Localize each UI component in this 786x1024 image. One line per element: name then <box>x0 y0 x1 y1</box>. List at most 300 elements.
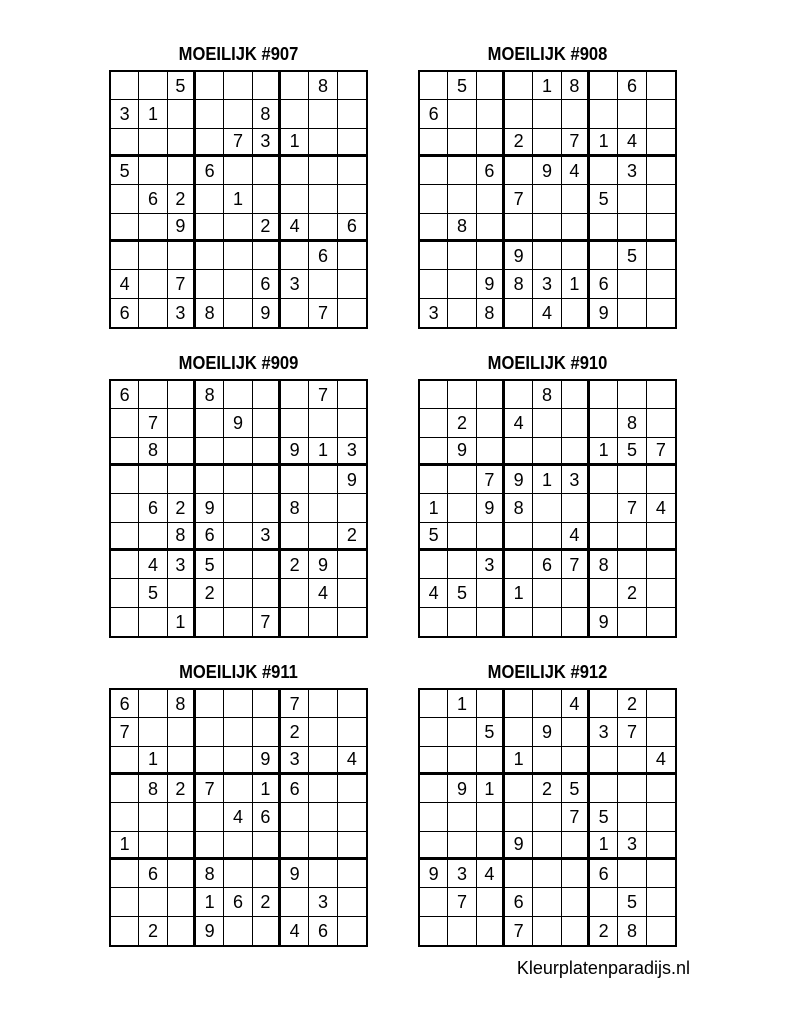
sudoku-cell <box>533 888 561 916</box>
sudoku-cell <box>562 917 590 945</box>
sudoku-cell <box>168 242 196 270</box>
sudoku-cell: 3 <box>168 299 196 327</box>
sudoku-cell <box>338 299 366 327</box>
sudoku-cell <box>647 72 675 100</box>
sudoku-cell <box>505 551 533 579</box>
sudoku-cell <box>111 608 139 636</box>
sudoku-cell: 2 <box>590 917 618 945</box>
sudoku-cell: 8 <box>505 270 533 298</box>
sudoku-cell <box>309 803 337 831</box>
sudoku-cell <box>139 803 167 831</box>
sudoku-cell <box>338 381 366 409</box>
sudoku-cell <box>253 157 281 185</box>
sudoku-cell: 2 <box>168 494 196 522</box>
sudoku-cell: 7 <box>224 129 252 157</box>
sudoku-cell <box>196 72 224 100</box>
sudoku-cell <box>505 860 533 888</box>
sudoku-cell <box>168 803 196 831</box>
sudoku-cell <box>420 917 448 945</box>
sudoku-cell: 8 <box>590 551 618 579</box>
sudoku-cell <box>533 100 561 128</box>
sudoku-cell: 2 <box>139 917 167 945</box>
sudoku-cell: 3 <box>111 100 139 128</box>
puzzle-title: MOEILIJK #908 <box>487 44 608 64</box>
sudoku-cell <box>647 888 675 916</box>
sudoku-cell <box>338 129 366 157</box>
sudoku-cell <box>253 917 281 945</box>
sudoku-cell <box>533 860 561 888</box>
sudoku-cell <box>196 466 224 494</box>
sudoku-cell <box>590 579 618 607</box>
sudoku-cell <box>111 438 139 466</box>
sudoku-cell <box>618 551 646 579</box>
sudoku-cell: 2 <box>338 523 366 551</box>
sudoku-cell <box>309 860 337 888</box>
sudoku-cell: 6 <box>618 72 646 100</box>
sudoku-cell <box>224 270 252 298</box>
sudoku-cell <box>618 299 646 327</box>
site-credit: Kleurplatenparadijs.nl <box>516 958 690 978</box>
sudoku-cell <box>309 129 337 157</box>
sudoku-cell <box>338 803 366 831</box>
sudoku-cell: 2 <box>281 718 309 746</box>
sudoku-cell <box>338 157 366 185</box>
sudoku-cell <box>224 608 252 636</box>
sudoku-cell <box>420 242 448 270</box>
sudoku-cell <box>477 579 505 607</box>
sudoku-cell: 8 <box>281 494 309 522</box>
sudoku-cell <box>647 214 675 242</box>
puzzle-title: MOEILIJK #909 <box>178 353 299 373</box>
sudoku-cell: 6 <box>139 185 167 213</box>
sudoku-cell <box>111 888 139 916</box>
sudoku-cell: 5 <box>448 579 476 607</box>
sudoku-cell <box>618 747 646 775</box>
sudoku-cell <box>590 690 618 718</box>
sudoku-cell <box>139 690 167 718</box>
sudoku-cell: 4 <box>562 690 590 718</box>
sudoku-cell <box>477 917 505 945</box>
sudoku-cell <box>420 888 448 916</box>
sudoku-cell: 7 <box>618 494 646 522</box>
sudoku-cell <box>477 214 505 242</box>
sudoku-cell: 1 <box>309 438 337 466</box>
sudoku-cell <box>253 242 281 270</box>
sudoku-cell: 8 <box>139 775 167 803</box>
sudoku-cell <box>338 917 366 945</box>
sudoku-cell <box>309 466 337 494</box>
sudoku-cell: 8 <box>196 381 224 409</box>
sudoku-cell <box>224 466 252 494</box>
sudoku-cell <box>309 747 337 775</box>
sudoku-cell <box>505 100 533 128</box>
sudoku-cell <box>533 608 561 636</box>
sudoku-cell <box>420 270 448 298</box>
sudoku-cell: 5 <box>420 523 448 551</box>
sudoku-cell <box>224 775 252 803</box>
sudoku-cell <box>618 100 646 128</box>
sudoku-cell <box>196 185 224 213</box>
sudoku-cell <box>224 579 252 607</box>
sudoku-cell: 7 <box>196 775 224 803</box>
sudoku-cell: 6 <box>224 888 252 916</box>
sudoku-cell: 9 <box>253 747 281 775</box>
sudoku-cell: 4 <box>647 494 675 522</box>
sudoku-cell: 5 <box>590 185 618 213</box>
sudoku-cell: 1 <box>139 747 167 775</box>
sudoku-cell: 7 <box>448 888 476 916</box>
sudoku-cell <box>562 579 590 607</box>
sudoku-cell <box>338 270 366 298</box>
sudoku-cell <box>647 551 675 579</box>
sudoku-cell: 5 <box>562 775 590 803</box>
sudoku-cell <box>253 185 281 213</box>
sudoku-cell: 6 <box>477 157 505 185</box>
sudoku-cell: 4 <box>420 579 448 607</box>
sudoku-cell: 6 <box>590 270 618 298</box>
sudoku-cell <box>448 718 476 746</box>
sudoku-cell <box>281 608 309 636</box>
sudoku-cell <box>618 608 646 636</box>
sudoku-cell <box>477 242 505 270</box>
sudoku-cell <box>533 409 561 437</box>
sudoku-cell <box>533 242 561 270</box>
sudoku-cell <box>562 438 590 466</box>
sudoku-grid <box>418 70 677 329</box>
sudoku-cell: 6 <box>196 523 224 551</box>
sudoku-cell <box>647 832 675 860</box>
sudoku-cell <box>420 214 448 242</box>
sudoku-cell <box>338 775 366 803</box>
sudoku-cell <box>533 690 561 718</box>
sudoku-cell: 4 <box>281 214 309 242</box>
sudoku-cell <box>338 579 366 607</box>
sudoku-cell <box>168 157 196 185</box>
sudoku-cell <box>647 775 675 803</box>
sudoku-cell <box>590 214 618 242</box>
sudoku-cell: 9 <box>281 438 309 466</box>
sudoku-cell: 4 <box>505 409 533 437</box>
sudoku-cell <box>448 832 476 860</box>
sudoku-cell: 3 <box>590 718 618 746</box>
sudoku-cell <box>533 747 561 775</box>
sudoku-cell: 3 <box>618 832 646 860</box>
sudoku-cell <box>281 523 309 551</box>
sudoku-cell <box>309 775 337 803</box>
sudoku-grid <box>109 379 368 638</box>
sudoku-cell <box>224 157 252 185</box>
sudoku-cell <box>420 690 448 718</box>
sudoku-cell <box>281 72 309 100</box>
sudoku-cell <box>224 72 252 100</box>
sudoku-cell <box>196 270 224 298</box>
sudoku-cell: 9 <box>196 494 224 522</box>
sudoku-cell <box>224 551 252 579</box>
sudoku-cell <box>338 409 366 437</box>
sudoku-cell: 3 <box>338 438 366 466</box>
sudoku-cell <box>338 494 366 522</box>
sudoku-grid <box>109 688 368 947</box>
sudoku-cell <box>647 185 675 213</box>
sudoku-cell: 1 <box>224 185 252 213</box>
sudoku-grid <box>109 70 368 329</box>
sudoku-cell: 4 <box>224 803 252 831</box>
sudoku-cell <box>253 579 281 607</box>
sudoku-cell: 7 <box>168 270 196 298</box>
sudoku-cell <box>420 608 448 636</box>
sudoku-cell: 5 <box>618 888 646 916</box>
sudoku-cell <box>590 242 618 270</box>
sudoku-cell: 9 <box>309 551 337 579</box>
sudoku-cell <box>224 917 252 945</box>
sudoku-cell <box>505 690 533 718</box>
sudoku-cell <box>224 523 252 551</box>
sudoku-cell <box>281 242 309 270</box>
sudoku-cell: 4 <box>111 270 139 298</box>
sudoku-cell: 1 <box>505 747 533 775</box>
sudoku-cell: 1 <box>139 100 167 128</box>
sudoku-cell: 7 <box>647 438 675 466</box>
sudoku-cell <box>168 100 196 128</box>
sudoku-cell <box>224 299 252 327</box>
sudoku-cell <box>647 579 675 607</box>
sudoku-cell <box>448 523 476 551</box>
sudoku-cell <box>196 438 224 466</box>
sudoku-cell <box>618 270 646 298</box>
sudoku-cell <box>338 832 366 860</box>
sudoku-cell <box>309 270 337 298</box>
sudoku-cell <box>253 551 281 579</box>
sudoku-cell: 2 <box>253 214 281 242</box>
sudoku-cell <box>111 409 139 437</box>
sudoku-cell: 1 <box>281 129 309 157</box>
sudoku-cell <box>590 888 618 916</box>
sudoku-cell <box>533 832 561 860</box>
sudoku-cell <box>448 803 476 831</box>
sudoku-cell: 6 <box>253 803 281 831</box>
sudoku-grid <box>418 688 677 947</box>
sudoku-cell <box>168 381 196 409</box>
sudoku-cell <box>139 242 167 270</box>
sudoku-cell <box>420 803 448 831</box>
sudoku-cell: 2 <box>533 775 561 803</box>
sudoku-cell <box>562 718 590 746</box>
sudoku-cell: 6 <box>590 860 618 888</box>
sudoku-cell <box>111 551 139 579</box>
sudoku-cell: 6 <box>139 860 167 888</box>
sudoku-cell: 9 <box>477 494 505 522</box>
sudoku-cell <box>224 747 252 775</box>
sudoku-cell: 5 <box>448 72 476 100</box>
sudoku-cell <box>168 129 196 157</box>
sudoku-cell <box>338 860 366 888</box>
sudoku-cell <box>477 690 505 718</box>
sudoku-cell: 7 <box>281 690 309 718</box>
sudoku-cell <box>618 775 646 803</box>
sudoku-cell: 6 <box>281 775 309 803</box>
sudoku-cell <box>253 718 281 746</box>
sudoku-cell <box>448 129 476 157</box>
sudoku-cell: 6 <box>111 299 139 327</box>
sudoku-cell <box>562 299 590 327</box>
sudoku-cell <box>338 718 366 746</box>
sudoku-cell <box>477 381 505 409</box>
sudoku-cell <box>196 214 224 242</box>
sudoku-cell <box>647 718 675 746</box>
sudoku-cell <box>448 270 476 298</box>
sudoku-cell <box>590 381 618 409</box>
sudoku-cell: 5 <box>590 803 618 831</box>
sudoku-cell: 9 <box>448 438 476 466</box>
sudoku-cell <box>139 888 167 916</box>
sudoku-cell: 8 <box>448 214 476 242</box>
sudoku-cell <box>618 214 646 242</box>
sudoku-cell <box>477 523 505 551</box>
sudoku-cell <box>448 185 476 213</box>
sudoku-cell <box>533 917 561 945</box>
sudoku-cell: 5 <box>168 72 196 100</box>
sudoku-cell: 4 <box>618 129 646 157</box>
sudoku-cell: 6 <box>420 100 448 128</box>
sudoku-cell <box>618 466 646 494</box>
sudoku-cell <box>420 718 448 746</box>
sudoku-cell: 1 <box>533 466 561 494</box>
sudoku-cell <box>111 523 139 551</box>
puzzle-title: MOEILIJK #910 <box>487 353 608 373</box>
sudoku-cell: 3 <box>533 270 561 298</box>
sudoku-cell <box>281 832 309 860</box>
sudoku-cell <box>139 381 167 409</box>
sudoku-cell <box>139 270 167 298</box>
sudoku-cell <box>505 214 533 242</box>
puzzle-title: MOEILIJK #911 <box>179 662 298 682</box>
sudoku-cell <box>448 551 476 579</box>
sudoku-cell <box>139 299 167 327</box>
sudoku-cell <box>448 608 476 636</box>
sudoku-cell <box>196 100 224 128</box>
sudoku-cell <box>139 718 167 746</box>
sudoku-cell <box>338 608 366 636</box>
sudoku-cell <box>505 803 533 831</box>
sudoku-cell <box>253 690 281 718</box>
sudoku-cell <box>253 438 281 466</box>
sudoku-cell <box>647 270 675 298</box>
sudoku-cell <box>111 214 139 242</box>
sudoku-cell <box>168 466 196 494</box>
sudoku-cell: 6 <box>196 157 224 185</box>
sudoku-cell <box>309 185 337 213</box>
sudoku-cell <box>533 523 561 551</box>
sudoku-cell <box>477 888 505 916</box>
sudoku-cell: 7 <box>505 185 533 213</box>
sudoku-cell: 7 <box>618 718 646 746</box>
sudoku-cell: 9 <box>420 860 448 888</box>
sudoku-cell <box>309 100 337 128</box>
sudoku-cell: 9 <box>196 917 224 945</box>
sudoku-cell <box>477 409 505 437</box>
sudoku-cell: 3 <box>420 299 448 327</box>
sudoku-cell: 3 <box>309 888 337 916</box>
sudoku-cell <box>309 157 337 185</box>
sudoku-cell: 9 <box>281 860 309 888</box>
sudoku-cell <box>281 803 309 831</box>
sudoku-cell <box>281 299 309 327</box>
sudoku-cell: 3 <box>253 129 281 157</box>
sudoku-cell <box>477 438 505 466</box>
sudoku-cell <box>618 803 646 831</box>
sudoku-cell <box>448 494 476 522</box>
sudoku-cell <box>253 72 281 100</box>
sudoku-cell <box>647 803 675 831</box>
sudoku-cell: 1 <box>253 775 281 803</box>
sudoku-cell: 8 <box>533 381 561 409</box>
sudoku-cell <box>420 551 448 579</box>
sudoku-cell: 2 <box>168 775 196 803</box>
sudoku-cell <box>477 832 505 860</box>
sudoku-cell <box>562 888 590 916</box>
sudoku-cell <box>448 917 476 945</box>
sudoku-cell: 5 <box>477 718 505 746</box>
sudoku-cell <box>448 157 476 185</box>
sudoku-cell: 4 <box>309 579 337 607</box>
sudoku-cell <box>618 185 646 213</box>
sudoku-cell <box>533 803 561 831</box>
puzzle-title: MOEILIJK #912 <box>487 662 608 682</box>
sudoku-cell <box>562 185 590 213</box>
sudoku-cell <box>224 214 252 242</box>
sudoku-cell: 9 <box>224 409 252 437</box>
sudoku-cell <box>505 157 533 185</box>
sudoku-cell <box>338 690 366 718</box>
sudoku-cell: 8 <box>618 409 646 437</box>
sudoku-cell <box>647 466 675 494</box>
sudoku-cell <box>111 775 139 803</box>
sudoku-cell: 1 <box>562 270 590 298</box>
sudoku-cell <box>168 888 196 916</box>
sudoku-cell <box>647 242 675 270</box>
sudoku-cell: 4 <box>533 299 561 327</box>
sudoku-cell: 2 <box>168 185 196 213</box>
sudoku-cell <box>477 129 505 157</box>
sudoku-cell: 6 <box>253 270 281 298</box>
sudoku-cell <box>505 299 533 327</box>
sudoku-cell <box>196 832 224 860</box>
sudoku-cell: 6 <box>309 917 337 945</box>
sudoku-cell: 9 <box>253 299 281 327</box>
sudoku-cell: 5 <box>196 551 224 579</box>
sudoku-cell <box>533 185 561 213</box>
sudoku-cell: 3 <box>618 157 646 185</box>
sudoku-cell <box>420 438 448 466</box>
sudoku-cell <box>224 438 252 466</box>
sudoku-cell <box>196 718 224 746</box>
sudoku-cell: 3 <box>562 466 590 494</box>
sudoku-cell: 8 <box>477 299 505 327</box>
sudoku-cell <box>224 860 252 888</box>
sudoku-cell <box>647 608 675 636</box>
sudoku-cell: 1 <box>477 775 505 803</box>
sudoku-cell <box>111 466 139 494</box>
sudoku-cell: 4 <box>338 747 366 775</box>
sudoku-cell: 3 <box>281 270 309 298</box>
sudoku-cell <box>477 803 505 831</box>
sudoku-cell <box>111 72 139 100</box>
sudoku-cell <box>196 409 224 437</box>
sudoku-cell: 7 <box>562 129 590 157</box>
sudoku-cell: 4 <box>281 917 309 945</box>
sudoku-cell: 6 <box>111 690 139 718</box>
sudoku-cell <box>338 242 366 270</box>
